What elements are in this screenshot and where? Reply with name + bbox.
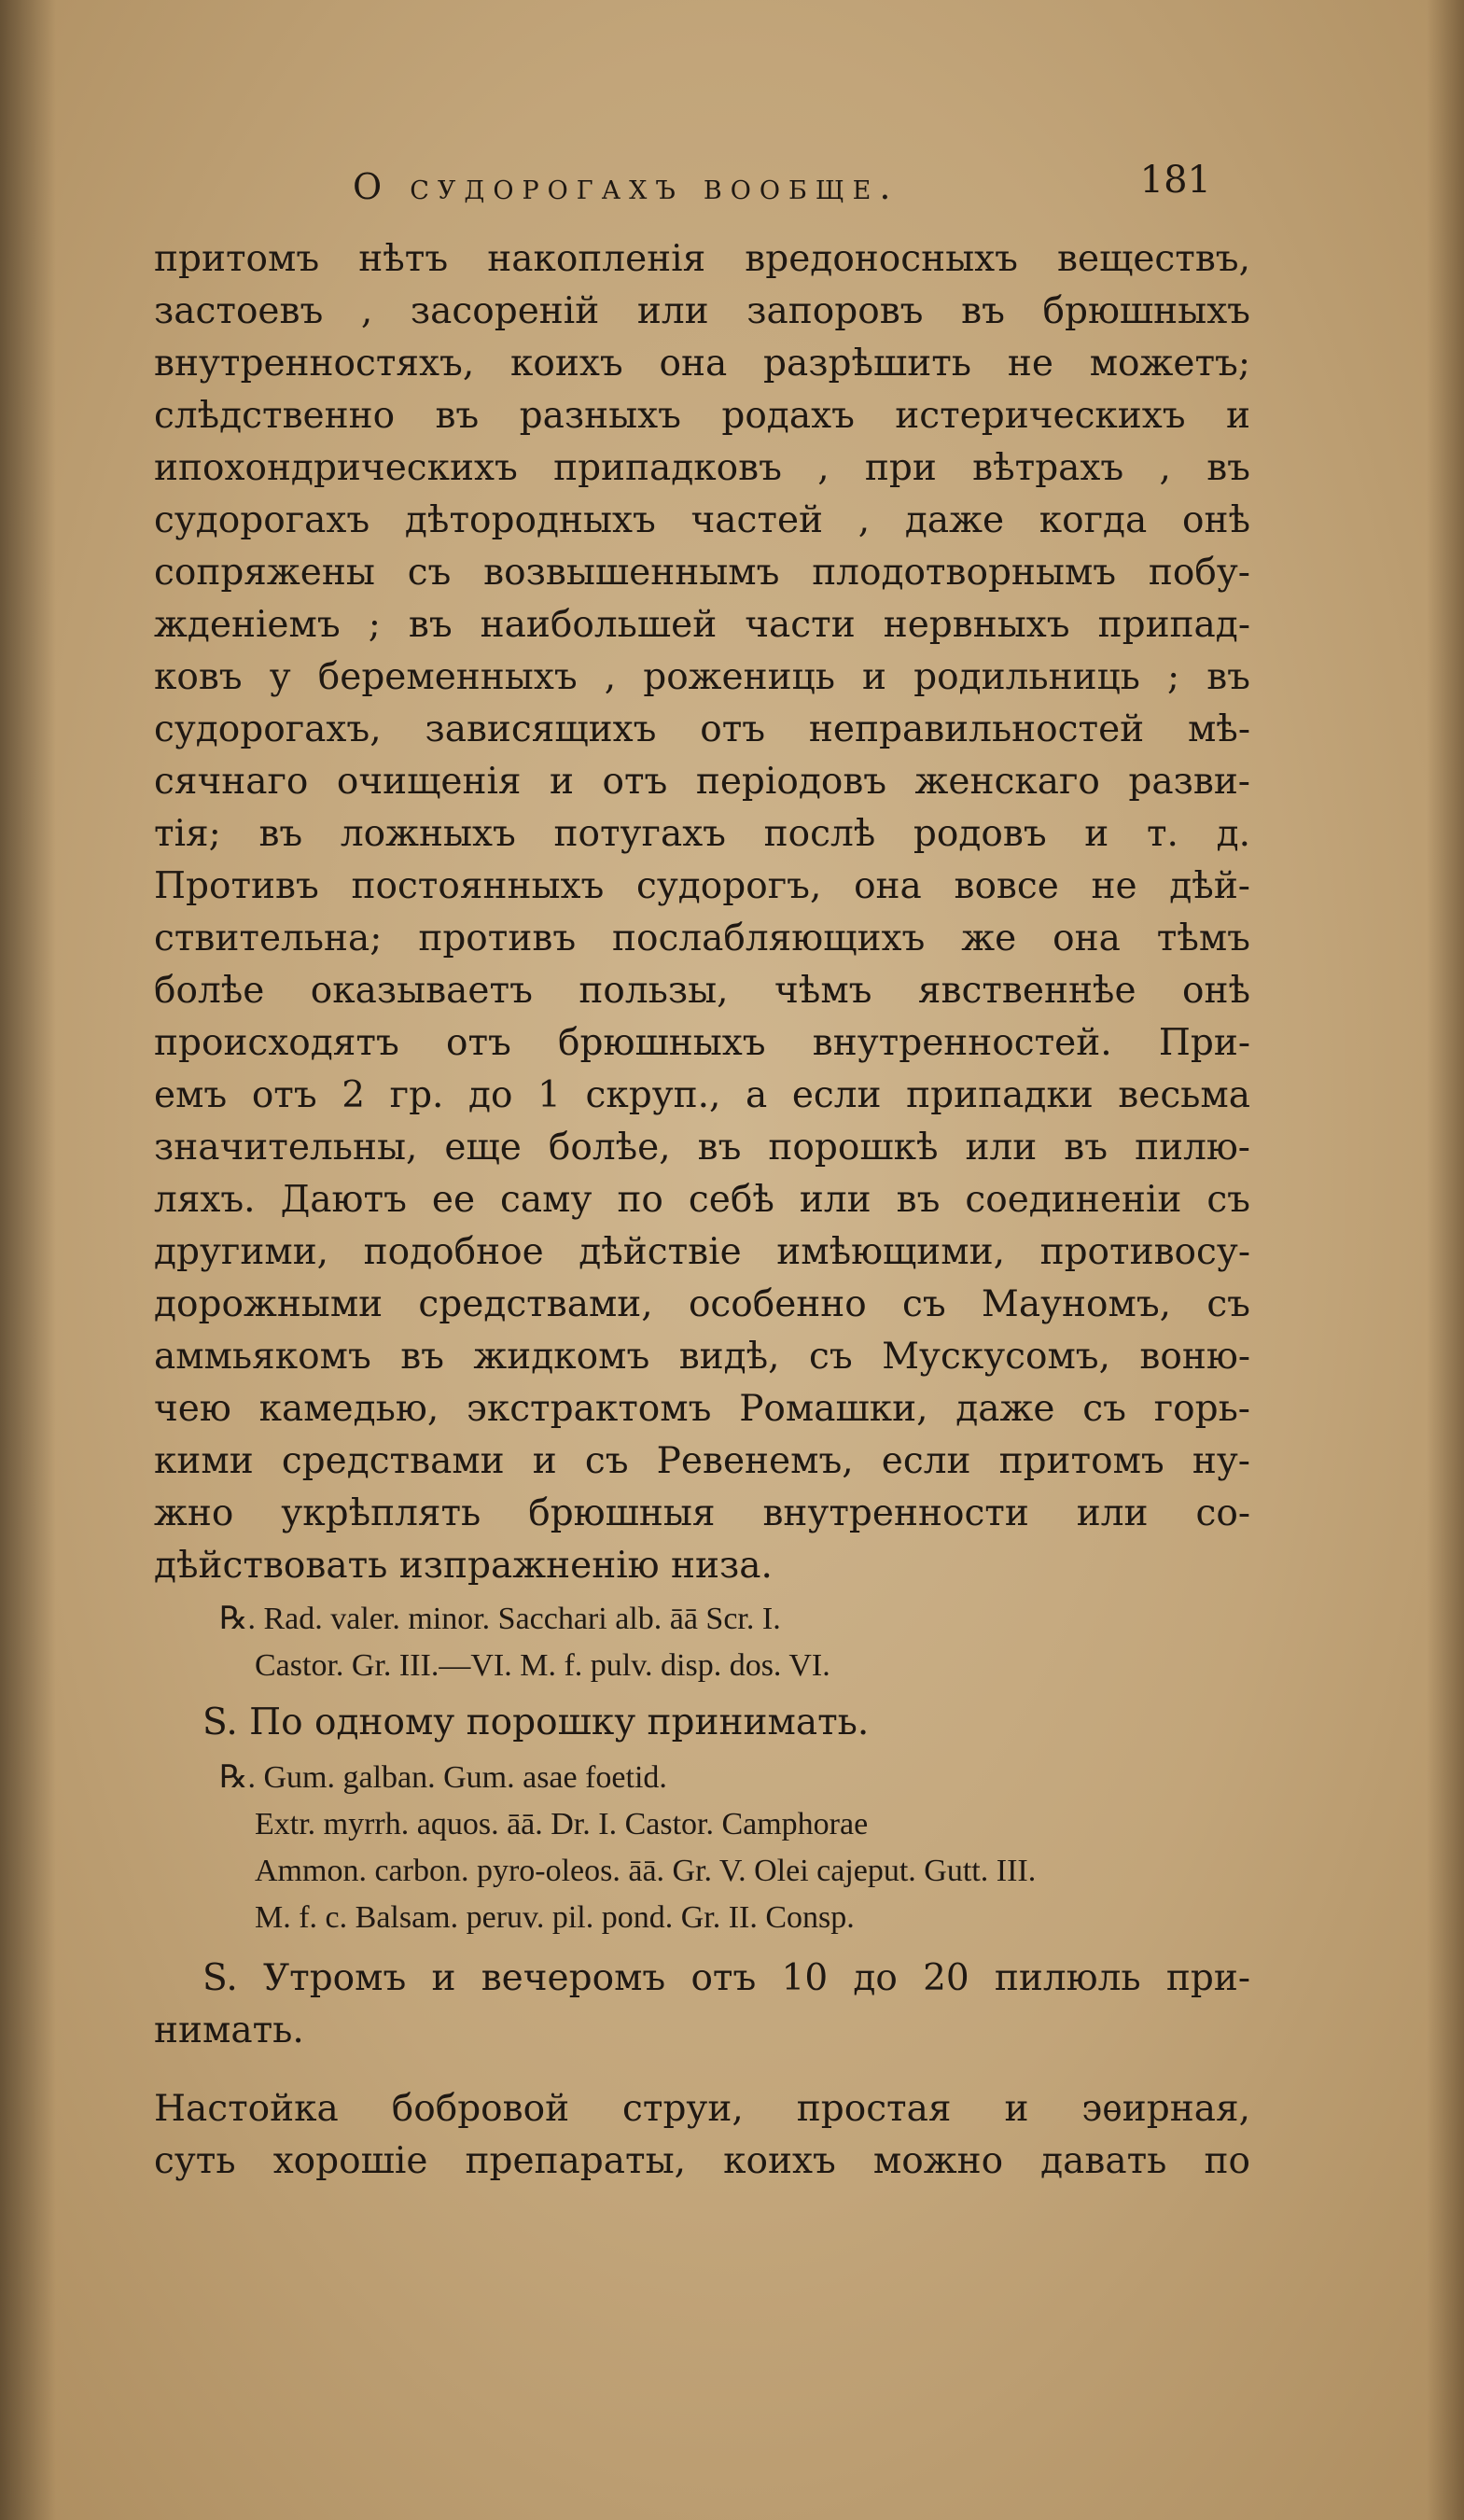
text-line: жно укрѣплять брюшныя внутренности или со- — [154, 1492, 1250, 1534]
text-line: жденіемъ ; въ наибольшей части нервныхъ припад- — [154, 604, 1250, 646]
page-edge — [1427, 0, 1464, 2520]
prescription-pills — [154, 1755, 1250, 1941]
text-line: судорогахъ, зависящихъ отъ неправильностей мѣ- — [154, 708, 1250, 750]
page-body — [154, 233, 1250, 2188]
text-line: судорогахъ дѣтородныхъ частей , даже когда онѣ — [154, 499, 1250, 541]
text-line: ковъ у беременныхъ , рожениць и родильниць ; въ — [154, 656, 1250, 698]
prescription-line: ℞. Gum. galban. Gum. asae foetid. — [219, 1760, 667, 1795]
spacer — [154, 2057, 1250, 2083]
text-line: дѣйствовать изпражненію низа. — [154, 1545, 773, 1587]
page-number: 181 — [1139, 159, 1211, 202]
text-line: нимать. — [154, 2009, 304, 2051]
text-line: слѣдственно въ разныхъ родахъ истерическихъ и — [154, 395, 1250, 437]
prescription-line: Ammon. carbon. pyro-oleos. āā. Gr. V. Olei cajeput. Gutt. III. — [255, 1854, 1037, 1888]
text-line: Настойка бобровой струи, простая и эѳирная, — [154, 2088, 1250, 2130]
running-header — [157, 159, 1230, 215]
text-line: происходятъ отъ брюшныхъ внутренностей. При- — [154, 1022, 1250, 1064]
text-line: внутренностяхъ, коихъ она разрѣшить не можетъ; — [154, 343, 1250, 385]
prescription-line: ℞. Rad. valer. minor. Sacchari alb. āā Scr. I. — [219, 1602, 781, 1636]
text-line: болѣе оказываетъ пользы, чѣмъ явственнѣе онѣ — [154, 970, 1250, 1012]
text-line: притомъ нѣтъ накопленія вредоносныхъ веществъ, — [154, 238, 1250, 280]
text-line: сячнаго очищенія и отъ періодовъ женскаго разви- — [154, 761, 1250, 803]
text-line: Противъ постоянныхъ судорогъ, она вовсе не дѣй- — [154, 865, 1250, 907]
prescription-line: M. f. c. Balsam. peruv. pil. pond. Gr. II. Consp. — [255, 1900, 855, 1935]
text-line: суть хорошіе препараты, коихъ можно давать по — [154, 2140, 1250, 2182]
text-line: аммьякомъ въ жидкомъ видѣ, съ Мускусомъ, воню- — [154, 1336, 1250, 1378]
spacer — [154, 1941, 1250, 1953]
paragraph-tincture — [154, 2083, 1250, 2188]
running-title: О судорогахъ вообще. — [353, 166, 899, 207]
prescription-powder — [154, 1596, 1250, 1689]
text-line: сопряжены съ возвышеннымъ плодотворнымъ побу- — [154, 552, 1250, 594]
text-line: S. Утромъ и вечеромъ отъ 10 до 20 пилюль при- — [202, 1957, 1250, 1999]
text-line: другими, подобное дѣйствіе имѣющими, противосу- — [154, 1231, 1250, 1273]
prescription-line: Castor. Gr. III.—VI. M. f. pulv. disp. dos. VI. — [255, 1648, 830, 1683]
text-line: тія; въ ложныхъ потугахъ послѣ родовъ и т. д. — [154, 813, 1250, 855]
signa-powder: S. По одному порошку принимать. — [202, 1701, 870, 1743]
text-line: чею камедью, экстрактомъ Ромашки, даже съ горь- — [154, 1388, 1250, 1430]
paragraph-main — [154, 233, 1250, 1592]
text-line: значительны, еще болѣе, въ порошкѣ или въ пилю- — [154, 1127, 1250, 1169]
text-line: емъ отъ 2 гр. до 1 скруп., а если припадки весьма — [154, 1074, 1250, 1116]
text-line: кими средствами и съ Ревенемъ, если притомъ ну- — [154, 1440, 1250, 1482]
text-line: застоевъ , засореній или запоровъ въ брюшныхъ — [154, 290, 1250, 332]
text-line: ляхъ. Даютъ ее саму по себѣ или въ соединеніи съ — [154, 1179, 1250, 1221]
binding-shadow — [0, 0, 56, 2520]
text-line: ствительна; противъ послабляющихъ же она тѣмъ — [154, 917, 1250, 959]
signa-pills — [154, 1953, 1250, 2057]
text-line: ипохондрическихъ припадковъ , при вѣтрахъ , въ — [154, 447, 1250, 489]
text-line: дорожными средствами, особенно съ Мауномъ, съ — [154, 1283, 1250, 1325]
prescription-line: Extr. myrrh. aquos. āā. Dr. I. Castor. Camphorae — [255, 1807, 869, 1841]
